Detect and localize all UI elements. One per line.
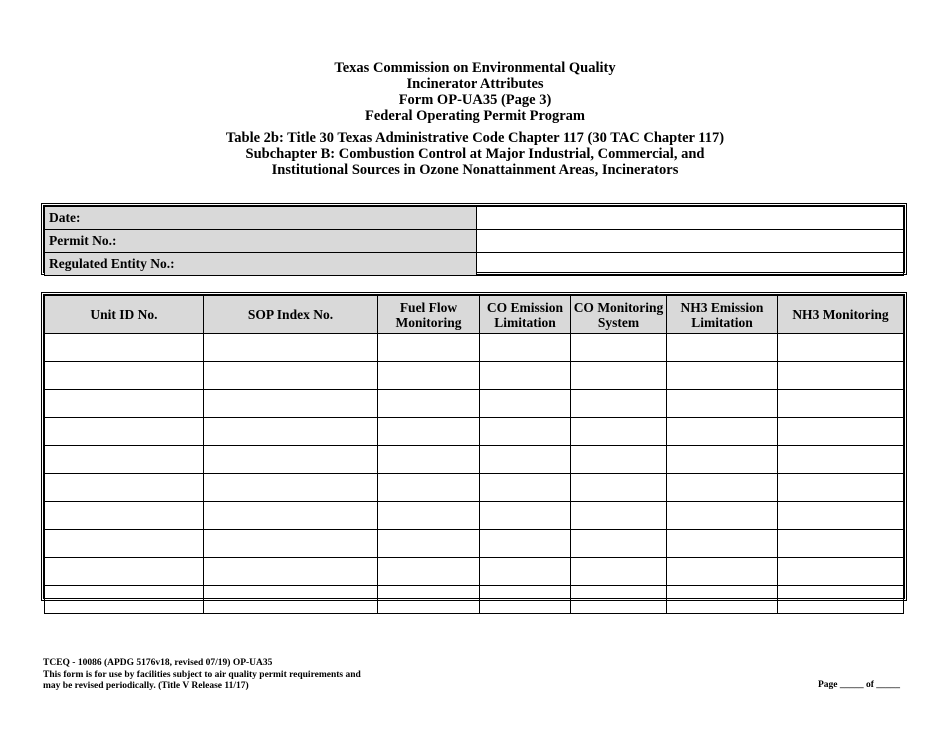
table-cell[interactable]	[204, 418, 378, 446]
table-cell[interactable]	[204, 474, 378, 502]
table-cell[interactable]	[378, 418, 480, 446]
table-cell[interactable]	[45, 334, 204, 362]
table-cell[interactable]	[480, 558, 571, 586]
table-cell[interactable]	[204, 586, 378, 614]
table-row	[45, 390, 904, 418]
table-cell[interactable]	[378, 362, 480, 390]
table-cell[interactable]	[778, 362, 904, 390]
table-cell[interactable]	[378, 558, 480, 586]
entity-row	[45, 253, 904, 276]
regulated-entity-field[interactable]	[477, 253, 904, 276]
table-cell[interactable]	[667, 362, 778, 390]
table-cell[interactable]	[571, 418, 667, 446]
col-nh3-emission: NH3 Emission Limitation	[667, 296, 778, 334]
table-row	[45, 474, 904, 502]
table-cell[interactable]	[778, 334, 904, 362]
col-co-emission: CO Emission Limitation	[480, 296, 571, 334]
agency-title: Texas Commission on Environmental Quality	[334, 60, 616, 76]
table-cell[interactable]	[480, 334, 571, 362]
date-field[interactable]	[477, 207, 904, 230]
table-cell[interactable]	[480, 446, 571, 474]
table-row	[45, 530, 904, 558]
page-number: Page _____ of _____	[818, 680, 901, 690]
table-cell[interactable]	[45, 502, 204, 530]
form-subject: Incinerator Attributes	[406, 76, 544, 92]
table-cell[interactable]	[667, 334, 778, 362]
table-cell[interactable]	[378, 334, 480, 362]
table-row	[45, 558, 904, 586]
table-cell[interactable]	[204, 362, 378, 390]
table-cell[interactable]	[778, 530, 904, 558]
table-cell[interactable]	[778, 502, 904, 530]
table-cell[interactable]	[378, 474, 480, 502]
table-cell[interactable]	[667, 530, 778, 558]
table-cell[interactable]	[480, 502, 571, 530]
table-cell[interactable]	[778, 558, 904, 586]
table-cell[interactable]	[45, 558, 204, 586]
table-cell[interactable]	[667, 446, 778, 474]
col-nh3-monitoring: NH3 Monitoring	[778, 296, 904, 334]
table-cell[interactable]	[204, 334, 378, 362]
table-cell[interactable]	[480, 362, 571, 390]
table-cell[interactable]	[204, 530, 378, 558]
regulated-entity-label: Regulated Entity No.:	[45, 253, 477, 276]
table-header-row	[45, 296, 904, 334]
col-co-monitoring: CO Monitoring System	[571, 296, 667, 334]
table-cell[interactable]	[480, 530, 571, 558]
date-label: Date:	[45, 207, 477, 230]
table-title-line1: Table 2b: Title 30 Texas Administrative Code Chapter 117 (30 TAC Chapter 117)	[225, 130, 725, 146]
table-cell[interactable]	[778, 474, 904, 502]
table-cell[interactable]	[778, 586, 904, 614]
table-cell[interactable]	[667, 474, 778, 502]
incinerator-attributes-table	[41, 292, 907, 601]
table-cell[interactable]	[778, 390, 904, 418]
table-cell[interactable]	[667, 586, 778, 614]
table-cell[interactable]	[667, 502, 778, 530]
table-cell[interactable]	[45, 586, 204, 614]
table-title	[0, 130, 950, 178]
table-cell[interactable]	[571, 502, 667, 530]
table-row	[45, 446, 904, 474]
table-cell[interactable]	[571, 446, 667, 474]
table-cell[interactable]	[480, 586, 571, 614]
table-cell[interactable]	[378, 586, 480, 614]
table-title-line2: Subchapter B: Combustion Control at Major Industrial, Commercial, and	[245, 146, 705, 162]
table-title-line3: Institutional Sources in Ozone Nonattainment Areas, Incinerators	[271, 162, 679, 178]
table-row	[45, 586, 904, 614]
form-revision: TCEQ - 10086 (APDG 5176v18, revised 07/19) OP-UA35	[43, 658, 273, 668]
table-cell[interactable]	[571, 390, 667, 418]
table-cell[interactable]	[45, 418, 204, 446]
table-row	[45, 334, 904, 362]
table-row	[45, 502, 904, 530]
table-cell[interactable]	[480, 418, 571, 446]
table-cell[interactable]	[204, 446, 378, 474]
permit-row	[45, 230, 904, 253]
permit-number-label: Permit No.:	[45, 230, 477, 253]
table-cell[interactable]	[571, 474, 667, 502]
table-cell[interactable]	[378, 530, 480, 558]
table-cell[interactable]	[667, 390, 778, 418]
table-cell[interactable]	[378, 446, 480, 474]
table-cell[interactable]	[778, 418, 904, 446]
form-usage-note: This form is for use by facilities subject to air quality permit requirements and	[43, 669, 361, 680]
table-cell[interactable]	[667, 558, 778, 586]
table-cell[interactable]	[204, 558, 378, 586]
table-cell[interactable]	[45, 530, 204, 558]
table-cell[interactable]	[571, 558, 667, 586]
date-row	[45, 207, 904, 230]
table-row	[45, 362, 904, 390]
table-cell[interactable]	[571, 334, 667, 362]
form-number: Form OP-UA35 (Page 3)	[398, 92, 552, 108]
table-cell[interactable]	[378, 502, 480, 530]
permit-info-table	[41, 203, 907, 275]
col-sop-index: SOP Index No.	[204, 296, 378, 334]
form-footer	[43, 658, 361, 693]
table-row	[45, 418, 904, 446]
table-cell[interactable]	[45, 362, 204, 390]
table-cell[interactable]	[778, 446, 904, 474]
table-cell[interactable]	[667, 418, 778, 446]
table-cell[interactable]	[204, 502, 378, 530]
form-release-note: may be revised periodically. (Title V Release 11/17)	[43, 681, 249, 691]
col-fuel-flow: Fuel Flow Monitoring	[378, 296, 480, 334]
table-cell[interactable]	[571, 530, 667, 558]
table-cell[interactable]	[571, 362, 667, 390]
table-cell[interactable]	[45, 474, 204, 502]
table-cell[interactable]	[45, 390, 204, 418]
table-cell[interactable]	[480, 390, 571, 418]
table-cell[interactable]	[378, 390, 480, 418]
table-cell[interactable]	[571, 586, 667, 614]
permit-number-field[interactable]	[477, 230, 904, 253]
table-cell[interactable]	[45, 446, 204, 474]
table-cell[interactable]	[204, 390, 378, 418]
col-unit-id: Unit ID No.	[45, 296, 204, 334]
form-header	[0, 60, 950, 178]
table-cell[interactable]	[480, 474, 571, 502]
program-title: Federal Operating Permit Program	[365, 108, 585, 124]
